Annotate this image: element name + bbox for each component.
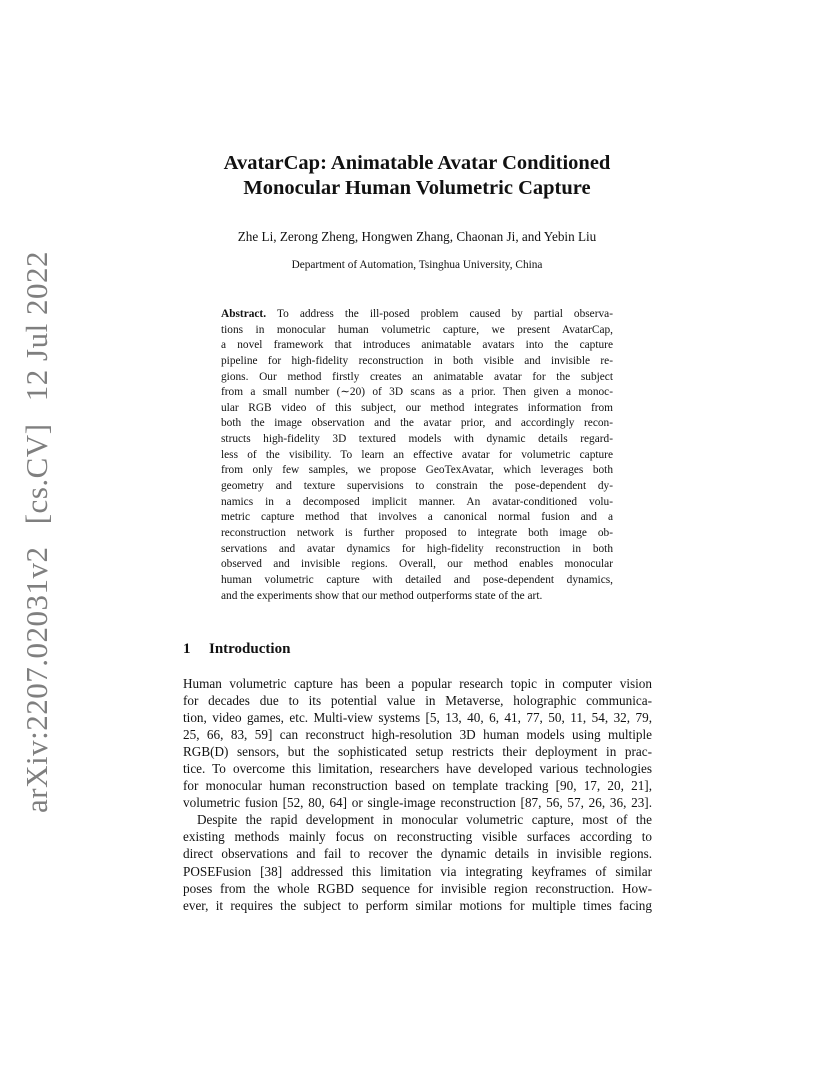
paragraph-line: ever, it requires the subject to perform similar motions for multiple times facing: [183, 897, 652, 913]
paragraph-line: 25, 66, 83, 59] can reconstruct high-resolution 3D human models using multiple: [183, 727, 652, 743]
paper-title: [120, 151, 714, 201]
paragraph-line: volumetric fusion [52, 80, 64] or single-image reconstruction [87, 56, 57, 26, 36, 23].: [183, 795, 652, 811]
abstract-line: from only few samples, we propose GeoTexAvatar, which leverages both: [221, 464, 613, 477]
abstract-line: a novel framework that introduces animatable avatars into the capture: [221, 339, 613, 352]
abstract-line: both the image observation and the avatar prior, and accordingly recon-: [221, 417, 613, 430]
abstract-line: namics in a decomposed implicit manner. An avatar-conditioned volu-: [221, 495, 613, 508]
paragraph-line: Despite the rapid development in monocular volumetric capture, most of the: [197, 812, 652, 828]
abstract-line: tions in monocular human volumetric capture, we present AvatarCap,: [221, 323, 613, 336]
arxiv-category: [cs.CV]: [19, 423, 54, 525]
abstract-line: from a small number (∼20) of 3D scans as a prior. Then given a monoc-: [221, 386, 613, 399]
introduction-body: [183, 675, 652, 914]
abstract-line: ular RGB video of this subject, our method integrates information from: [221, 401, 613, 414]
paragraph-line: direct observations and fail to recover the dynamic details in invisible regions.: [183, 846, 652, 862]
paragraph-line: POSEFusion [38] addressed this limitation via integrating keyframes of similar: [183, 863, 652, 879]
abstract-line: pipeline for high-fidelity reconstruction in both visible and invisible re-: [221, 354, 613, 367]
paragraph-line: for decades due to its potential value in Metaverse, holographic communica-: [183, 693, 652, 709]
arxiv-id: arXiv:2207.02031v2: [19, 546, 54, 813]
arxiv-identifier-stamp: [19, 237, 55, 813]
abstract-line: geometry and texture supervisions to constrain the pose-dependent dy-: [221, 480, 613, 493]
abstract-line: gions. Our method firstly creates an animatable avatar for the subject: [221, 370, 613, 383]
abstract-line: and the experiments show that our method outperforms state of the art.: [221, 589, 543, 602]
paragraph-line: tice. To overcome this limitation, researchers have developed various technologies: [183, 761, 652, 777]
paragraph-line: existing methods mainly focus on reconstructing visible surfaces according to: [183, 829, 652, 845]
abstract-line: servations and avatar dynamics for high-fidelity reconstruction in both: [221, 542, 613, 555]
paragraph-line: poses from the whole RGBD sequence for invisible region reconstruction. How-: [183, 880, 652, 896]
affiliation: Department of Automation, Tsinghua University, China: [291, 259, 543, 271]
abstract-line: structs high-fidelity 3D textured models with dynamic details regard-: [221, 433, 613, 446]
abstract-line: less of the visibility. To learn an effective avatar for volumetric capture: [221, 448, 613, 461]
section-heading-introduction: [183, 641, 290, 658]
abstract: [221, 307, 613, 604]
abstract-line-text: To address the ill-posed problem caused by partial observa-: [276, 308, 613, 320]
abstract-label: Abstract.: [221, 308, 267, 320]
paragraph-line: tion, video games, etc. Multi-view systems [5, 13, 40, 6, 41, 77, 50, 11, 54, 32, 79,: [183, 710, 652, 726]
section-number: 1: [183, 641, 191, 657]
abstract-line: human volumetric capture with detailed and pose-dependent dynamics,: [221, 573, 613, 586]
arxiv-date: 12 Jul 2022: [19, 251, 54, 402]
abstract-line: metric capture method that involves a canonical normal fusion and a: [221, 511, 613, 524]
title-line: Monocular Human Volumetric Capture: [243, 177, 591, 199]
paragraph-line: RGB(D) sensors, but the sophisticated setup restricts their deployment in prac-: [183, 744, 652, 760]
paragraph-line: Human volumetric capture has been a popular research topic in computer vision: [183, 676, 652, 691]
title-line: AvatarCap: Animatable Avatar Conditioned: [223, 152, 611, 174]
author-list: Zhe Li, Zerong Zheng, Hongwen Zhang, Chaonan Ji, and Yebin Liu: [237, 229, 597, 244]
abstract-line: observed and invisible regions. Overall, our method enables monocular: [221, 558, 613, 571]
paragraph-line: for monocular human reconstruction based on template tracking [90, 17, 20, 21],: [183, 778, 652, 794]
abstract-line: reconstruction network is further proposed to integrate both image ob-: [221, 526, 613, 539]
abstract-line: [221, 307, 613, 323]
section-title: Introduction: [209, 641, 291, 657]
